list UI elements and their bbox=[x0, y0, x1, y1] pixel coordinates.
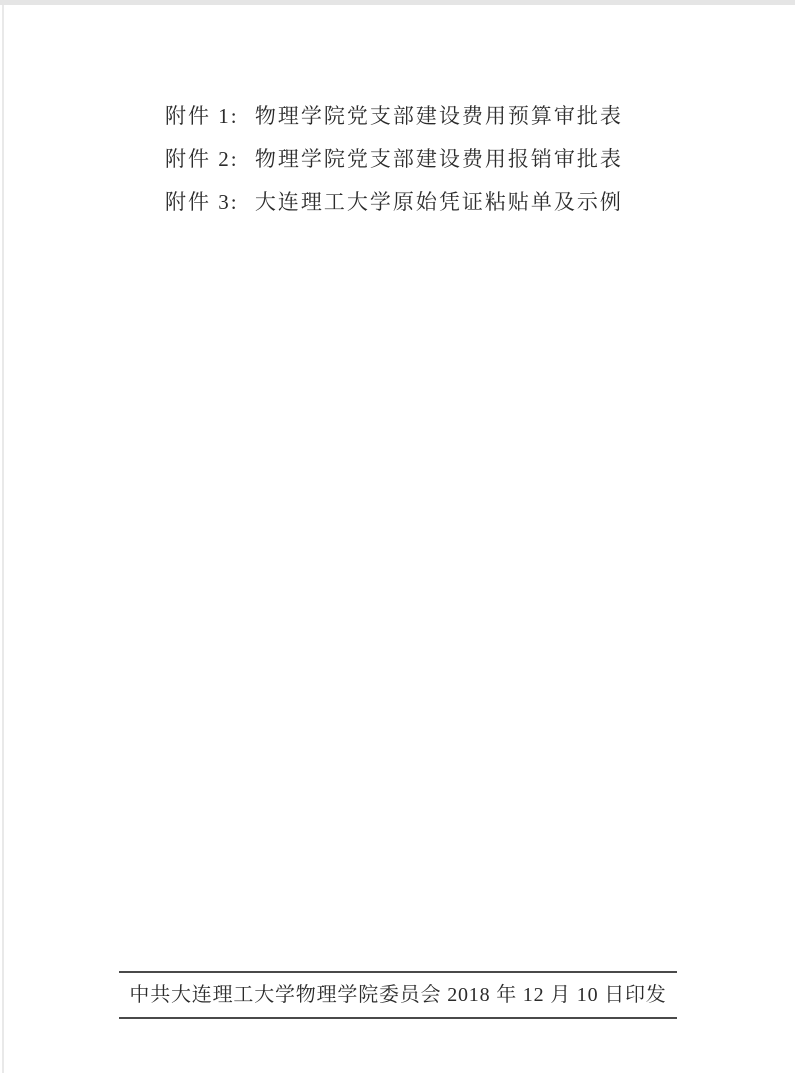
attachment-line-1 bbox=[165, 95, 623, 138]
attachment-3-label: 附件 3: bbox=[165, 190, 239, 214]
page-left-edge bbox=[2, 5, 4, 1073]
colophon bbox=[119, 971, 677, 1019]
attachment-3-title: 大连理工大学原始凭证粘贴单及示例 bbox=[254, 190, 623, 214]
attachment-line-3 bbox=[165, 181, 623, 224]
attachment-2-label: 附件 2: bbox=[165, 147, 239, 171]
colophon-text: 中共大连理工大学物理学院委员会 2018 年 12 月 10 日印发 bbox=[129, 984, 667, 1006]
attachment-1-title: 物理学院党支部建设费用预算审批表 bbox=[254, 104, 623, 128]
attachment-list bbox=[165, 95, 623, 224]
attachment-1-label: 附件 1: bbox=[165, 104, 239, 128]
attachment-2-title: 物理学院党支部建设费用报销审批表 bbox=[254, 147, 623, 171]
attachment-line-2 bbox=[165, 138, 623, 181]
page-top-edge bbox=[0, 0, 795, 5]
